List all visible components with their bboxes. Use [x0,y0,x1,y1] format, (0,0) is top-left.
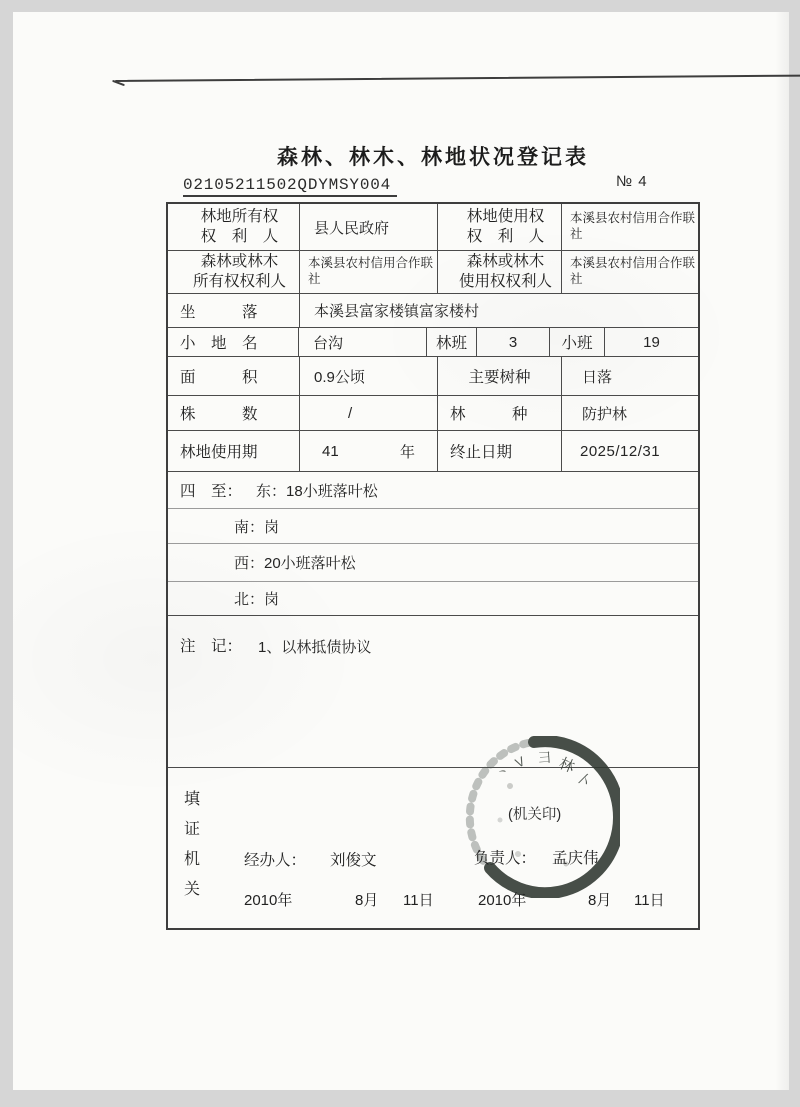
cell-tree-count-value [300,396,438,430]
notes-label: 注 记： [180,638,243,655]
cell-forest-owner-value [300,251,438,293]
serial-number: 02105211502QDYMSY004 [183,176,397,197]
agency-label-char: 关 [184,881,201,898]
cell-place-label [168,328,299,356]
doc-number: № 4 [616,173,648,190]
official-seal-stamp [462,736,620,898]
agency-label-char: 证 [184,821,201,838]
cell-subcompartment-label [550,328,605,356]
bounds-south-text: 南：岗 [234,518,280,536]
agency-label-char: 机 [184,851,201,868]
value-text [300,441,437,462]
label-text: 主要树种 [468,369,531,386]
cell-forest-type-label [438,396,562,430]
cell-bounds-north [168,582,698,615]
manager-label: 负责人： [474,850,537,867]
label-text: 林 种 [450,406,528,423]
scan-artifact-line [115,75,800,82]
value-text: 日落 [582,368,613,386]
cell-area-value [300,357,438,395]
table-row-forest-rights [168,251,698,294]
seal-mark: 丶 [493,762,513,783]
form-title: 森林、林木、林地状况登记表 [277,146,589,169]
seal-mark: 林 [556,754,577,777]
term-years-number: 41 [322,442,339,460]
handler-label: 经办人： [244,852,307,869]
label-line: 使用权权利人 [458,273,552,290]
cell-bounds-west [168,544,698,581]
bounds-west-text: 西：20小班落叶松 [234,555,356,572]
table-row-tree-count [168,396,698,431]
label-line: 权 利 人 [466,228,545,245]
cell-land-user-label [438,204,562,250]
cell-area-label [168,357,300,395]
value-text: 3 [508,333,518,351]
table-row-bounds-east [168,472,698,509]
date-right-month: 8月 [588,892,612,909]
bounds-label: 四 至： [180,483,243,500]
label-line: 森林或林木 [466,252,545,270]
cell-forest-type-value [562,396,698,430]
cell-location-value [300,294,698,327]
value-text: 本溪县富家楼镇富家楼村 [314,303,480,320]
label-line: 林地使用权 [466,207,545,225]
table-row-area [168,357,698,396]
value-text: 2025/12/31 [580,442,661,460]
table-row-bounds-south [168,509,698,544]
cell-forest-owner-label [168,251,300,293]
cell-place-value [299,328,427,356]
bounds-east-text: 东：18小班落叶松 [256,482,378,500]
value-text: 19 [643,333,660,351]
value-text: 防护林 [582,405,628,423]
cell-subcompartment-value [605,328,698,356]
table-row-land-rights [168,204,698,251]
label-text: 坐 落 [180,303,258,321]
value-text: 本溪县农村信用合作联社 [308,256,434,286]
label-text: 小班 [561,335,593,352]
cell-end-date-label [438,431,562,471]
date-left-month: 8月 [355,892,379,909]
label-text: 小 地 名 [180,335,258,352]
seal-mark: 彐 [537,749,553,766]
cell-compartment-label [427,328,477,356]
cell-notes [168,625,698,657]
value-text: 本溪县农村信用合作联社 [570,211,696,241]
agency-label-char: 填 [184,791,201,808]
table-row-place-name [168,328,698,357]
cell-land-owner-label [168,204,300,250]
table-row-bounds-west [168,544,698,582]
cell-end-date-value [562,431,698,471]
notes-text: 1、以林抵债协议 [258,639,372,656]
value-text: 0.9公顷 [314,368,365,386]
cell-forest-user-label [438,251,562,293]
seal-mark: V [512,753,528,771]
seal-graphic [462,736,620,898]
table-row-bounds-north [168,582,698,616]
label-line: 林地所有权 [200,207,279,225]
cell-forest-user-value [562,251,698,293]
seal-mark: 卜 [572,768,595,791]
cell-land-user-value [562,204,698,250]
cell-bounds-south [168,509,698,543]
value-text: / [348,404,353,422]
label-text: 林地使用期 [180,444,258,461]
value-text: 县人民政府 [314,219,390,237]
cell-tree-count-label [168,396,300,430]
label-line: 所有权权利人 [192,273,286,290]
table-row-use-term [168,431,698,472]
value-text: 本溪县农村信用合作联社 [570,256,696,286]
label-text: 株 数 [180,406,258,423]
label-text: 林班 [435,335,467,352]
cell-land-owner-value [300,204,438,250]
cell-compartment-value [477,328,550,356]
label-text: 终止日期 [450,444,513,461]
term-years-unit: 年 [399,443,415,461]
cell-location-label [168,294,300,327]
label-text: 面 积 [180,369,258,386]
handler-name: 刘俊文 [330,852,377,869]
label-line: 森林或林木 [200,252,279,270]
cell-species-value [562,357,698,395]
cell-bounds-east [168,472,698,508]
cell-use-term-value [300,431,438,471]
date-left-year: 2010年 [244,892,293,909]
table-row-location [168,294,698,328]
bounds-north-text: 北：岗 [234,591,280,608]
date-left-day: 11日 [403,892,434,909]
cell-species-label [438,357,562,395]
seal-caption: (机关印) [508,807,562,823]
date-right-day: 11日 [634,892,665,909]
date-right-year: 2010年 [478,892,527,909]
cell-use-term-label [168,431,300,471]
manager-name: 孟庆伟 [552,850,599,867]
label-line: 权 利 人 [200,228,279,245]
value-text: 台沟 [313,334,344,352]
